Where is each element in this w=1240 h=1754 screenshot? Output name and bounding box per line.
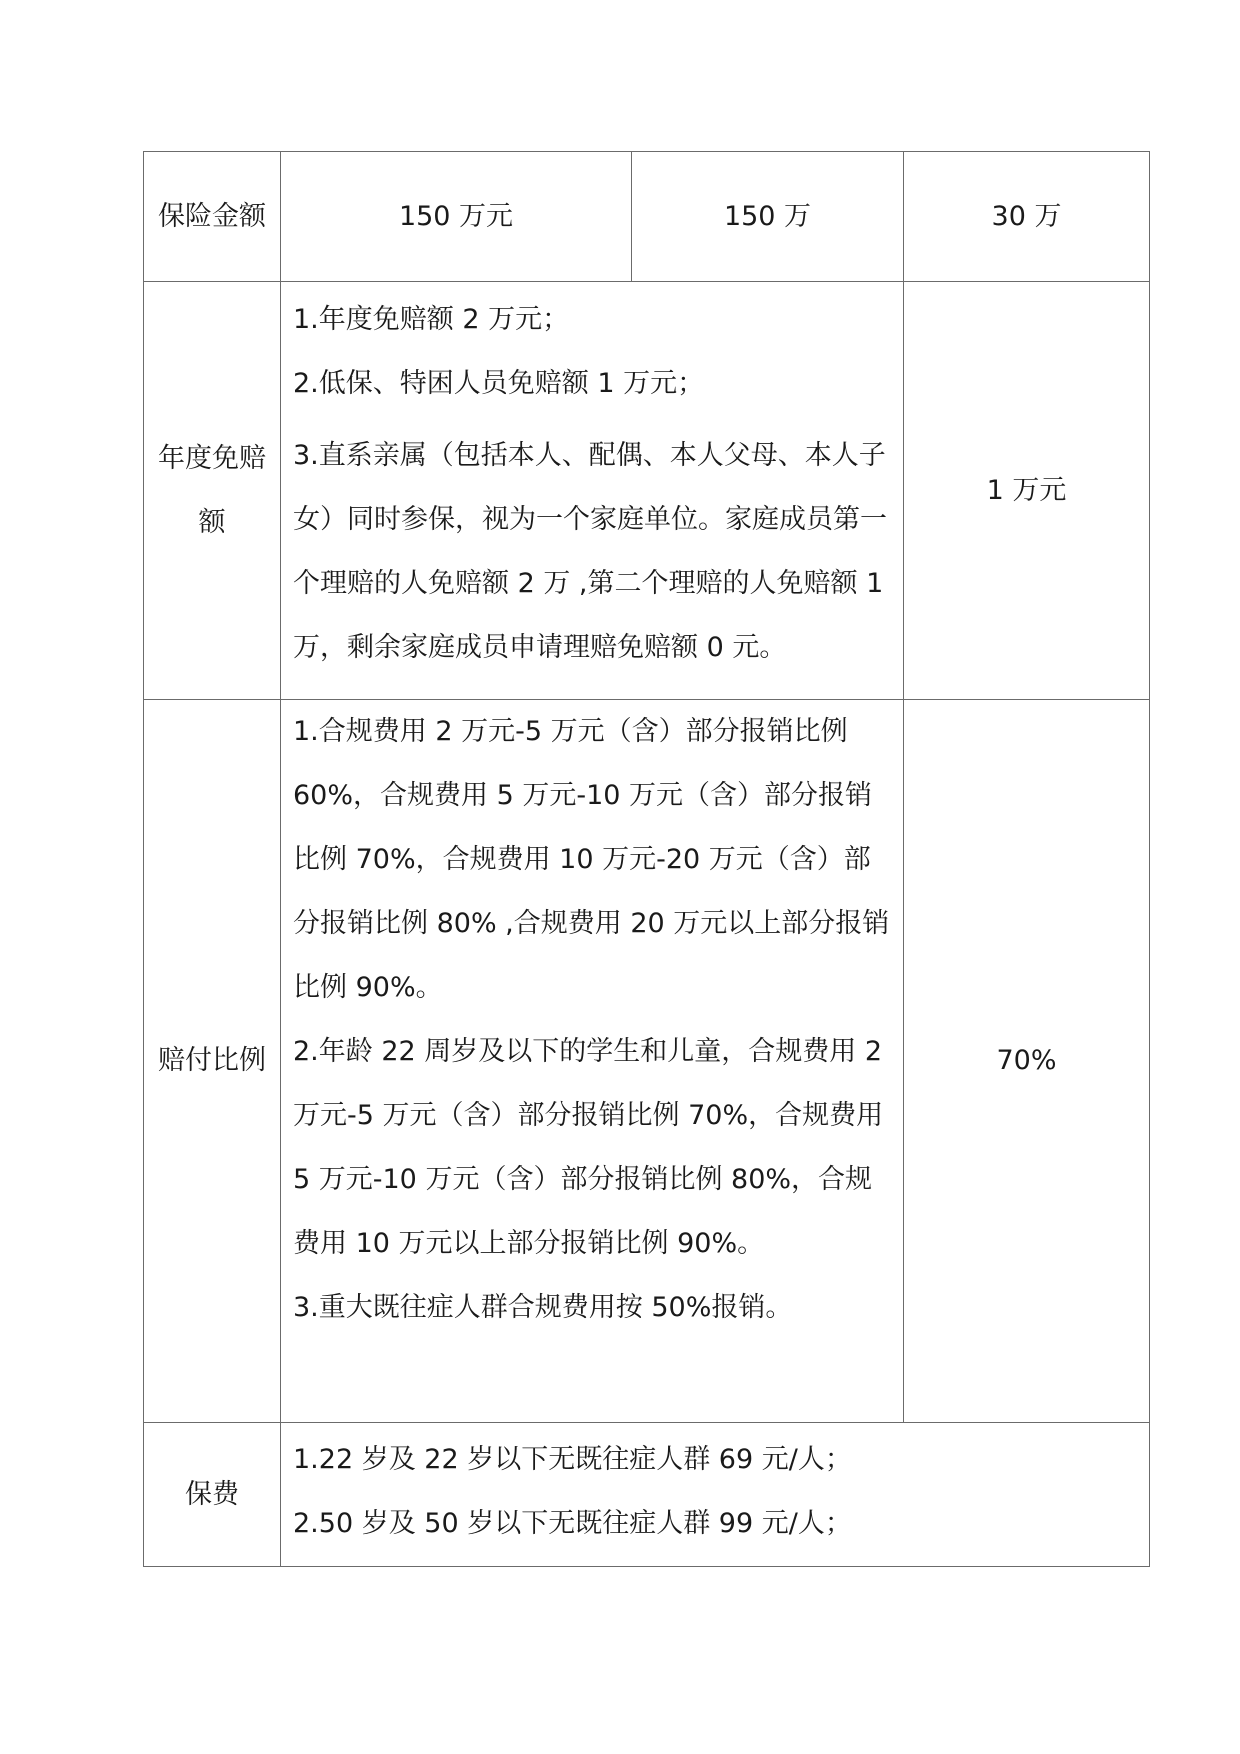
ratio-item-1: 1.合规费用 2 万元-5 万元（含）部分报销比例 60%，合规费用 5 万元-10 万元（含）部分报销比例 70%，合规费用 10 万元-20 万元（含）部分报销比例 80% ,合规费用 20 万元以上部分报销比例 90%。	[293, 716, 890, 1003]
deductible-item-1: 1.年度免赔额 2 万元；	[293, 304, 570, 335]
ratio-item-3: 3.重大既往症人群合规费用按 50%报销。	[293, 1292, 793, 1323]
annual-deductible-row	[144, 282, 1150, 700]
premium-label: 保费	[144, 1423, 281, 1567]
premium-item-2: 2.50 岁及 50 岁以下无既往症人群 99 元/人；	[293, 1508, 852, 1539]
deductible-item-2: 2.低保、特困人员免赔额 1 万元；	[293, 368, 705, 399]
deductible-item-3: 3.直系亲属（包括本人、配偶、本人父母、本人子女）同时参保，视为一个家庭单位。家庭成员第一个理赔的人免赔额 2 万 ,第二个理赔的人免赔额 1 万，剩余家庭成员申请理赔免赔额 0 元。	[293, 440, 887, 663]
premium-row	[144, 1423, 1150, 1567]
premium-item-1: 1.22 岁及 22 岁以下无既往症人群 69 元/人；	[293, 1444, 852, 1475]
insurance-amount-col3: 30 万	[904, 152, 1150, 282]
annual-deductible-right: 1 万元	[904, 282, 1150, 700]
annual-deductible-details	[281, 282, 904, 700]
insurance-amount-row	[144, 152, 1150, 282]
payout-ratio-right: 70%	[904, 700, 1150, 1423]
insurance-amount-col1: 150 万元	[281, 152, 632, 282]
ratio-item-2: 2.年龄 22 周岁及以下的学生和儿童，合规费用 2 万元-5 万元（含）部分报销比例 70%，合规费用 5 万元-10 万元（含）部分报销比例 80%，合规费用 10 万元以上部分报销比例 90%。	[293, 1036, 884, 1259]
annual-deductible-label: 年度免赔额	[144, 282, 281, 700]
payout-ratio-label: 赔付比例	[144, 700, 281, 1423]
payout-ratio-row	[144, 700, 1150, 1423]
premium-details	[281, 1423, 1150, 1567]
insurance-amount-col2: 150 万	[632, 152, 904, 282]
payout-ratio-details	[281, 700, 904, 1423]
insurance-amount-label: 保险金额	[144, 152, 281, 282]
insurance-terms-table	[143, 151, 1150, 1567]
